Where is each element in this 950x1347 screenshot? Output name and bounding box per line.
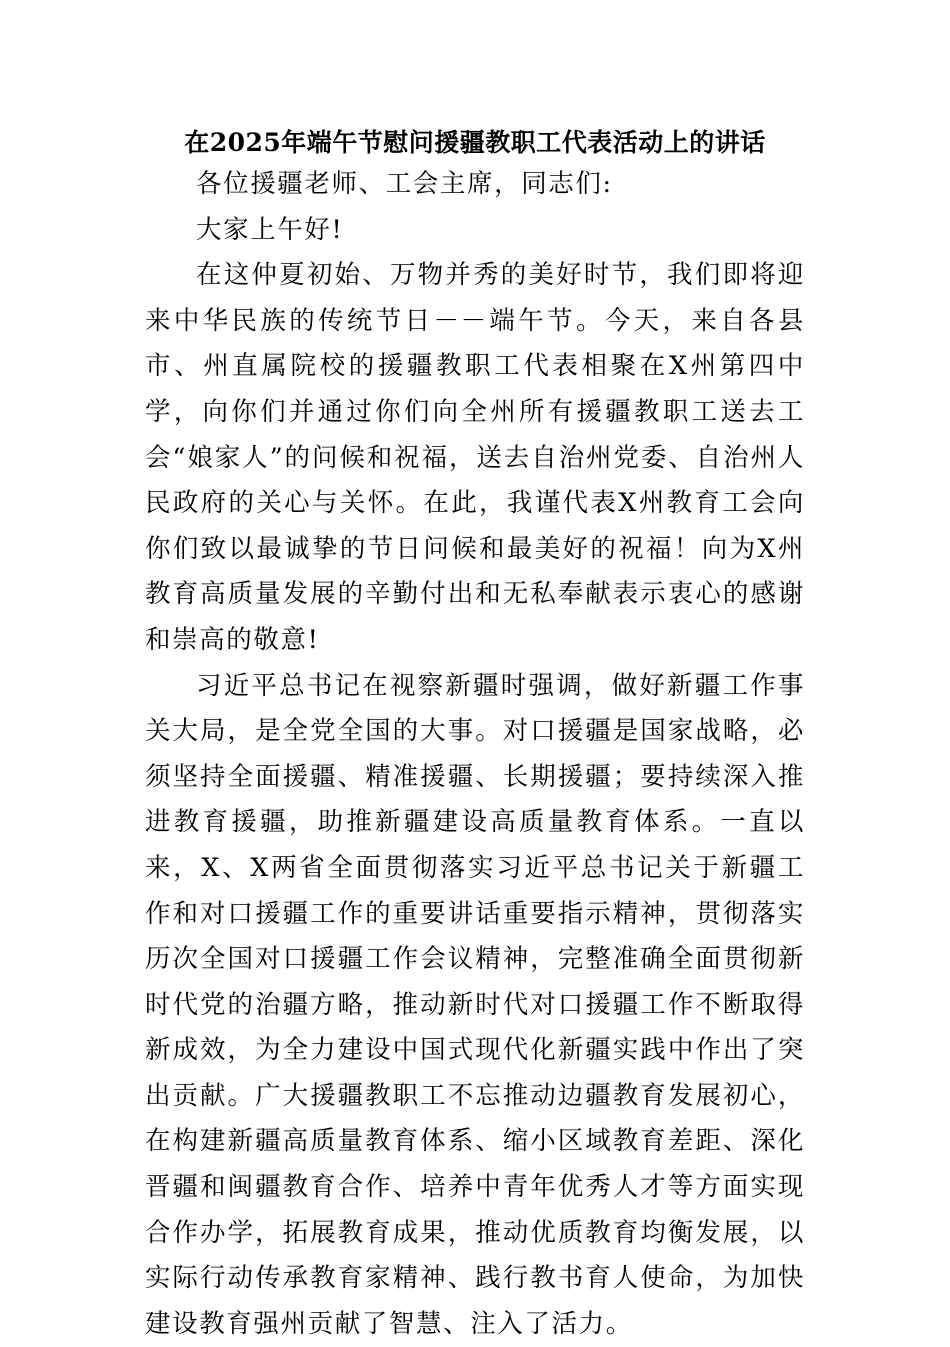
greeting: 大家上午好! <box>196 214 344 245</box>
document-title: 在2025年端午节慰问援疆教职工代表活动上的讲话 <box>184 128 766 157</box>
salutation: 各位援疆老师、工会主席，同志们: <box>196 169 613 199</box>
paragraph-2: 习近平总书记在视察新疆时强调，做好新疆工作事关大局，是全党全国的大事。对口援疆是国家战略，必须坚持全面援疆、精准援疆、长期援疆；要持续深入推进教育援疆，助推新疆建设高质量教育体系。一直以来，X、X两省全面贯彻落实习近平总书记关于新疆工作和对口援疆工作的重要讲话重要指示精神，贯彻落实历次全国对口援疆工作会议精神，完整准确全面贯彻新时代党的治疆方略，推动新时代对口援疆工作不断取得新成效，为全力建设中国式现代化新疆实践中作出了突出贡献。广大援疆教职工不忘推动边疆教育发展初心，在构建新疆高质量教育体系、缩小区域教育差距、深化晋疆和闽疆教育合作、培养中青年优秀人才等方面实现合作办学，拓展教育成果，推动优质教育均衡发展，以实际行动传承教育家精神、践行教书育人使命，为加快建设教育强州贡献了智慧、注入了活力。 <box>145 670 805 1339</box>
paragraph-1: 在这仲夏初始、万物并秀的美好时节，我们即将迎来中华民族的传统节日－－端午节。今天，来自各县市、州直属院校的援疆教职工代表相聚在X州第四中学，向你们并通过你们向全州所有援疆教职工送去工会“娘家人”的问候和祝福，送去自治州党委、自治州人民政府的关心与关怀。在此，我谨代表X州教育工会向你们致以最诚挚的节日问候和最美好的祝福！向为X州教育高质量发展的辛勤付出和无私奉献表示衷心的感谢和崇高的敬意! <box>145 260 805 655</box>
document-body <box>145 162 805 1347</box>
